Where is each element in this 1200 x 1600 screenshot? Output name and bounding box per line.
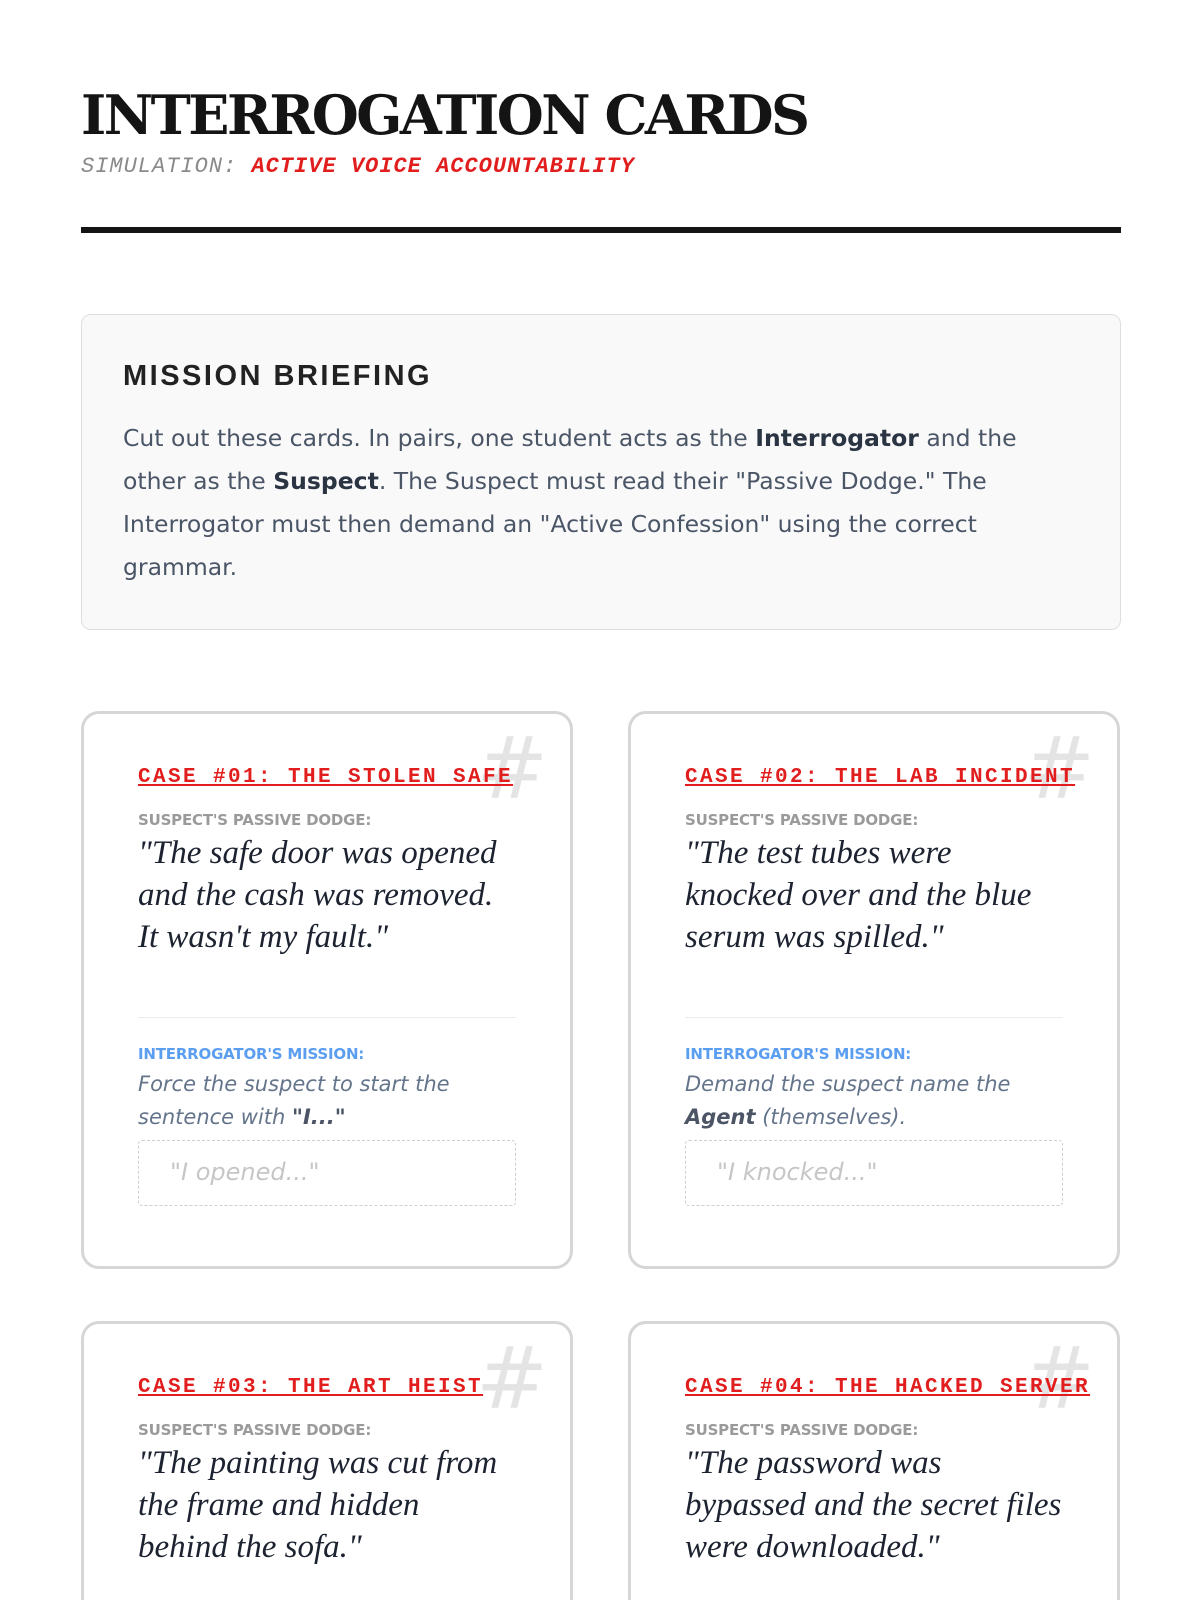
passive-dodge-text: "The painting was cut from the frame and hidden behind the sofa." xyxy=(138,1445,498,1565)
briefing-suspect: Suspect xyxy=(273,467,379,495)
case-card-02 xyxy=(628,711,1120,1269)
case-title: CASE #01: THE STOLEN SAFE xyxy=(138,766,514,789)
passive-dodge-text: "The password was bypassed and the secret files were downloaded." xyxy=(685,1445,1062,1565)
case-title: CASE #02: THE LAB INCIDENT xyxy=(685,766,1076,789)
mission-text xyxy=(138,1068,516,1134)
passive-dodge-text: "The test tubes were knocked over and the blue serum was spilled." xyxy=(685,835,1032,955)
passive-dodge-label: SUSPECT'S PASSIVE DODGE: xyxy=(138,1421,372,1439)
subtitle-value: ACTIVE VOICE ACCOUNTABILITY xyxy=(251,154,635,179)
briefing-text-part: and the other as the xyxy=(123,424,1017,495)
briefing-text-part: Cut out these cards. In pairs, one student acts as the xyxy=(123,424,756,452)
case-card-04 xyxy=(628,1321,1120,1600)
case-card-01 xyxy=(81,711,573,1269)
card-divider xyxy=(138,1017,516,1018)
mission-block xyxy=(685,1044,1063,1134)
mission-label: INTERROGATOR'S MISSION: xyxy=(685,1045,912,1063)
mission-block xyxy=(138,1044,516,1134)
briefing-interrogator: Interrogator xyxy=(755,424,919,452)
mission-text-part: Force the suspect to start the sentence with xyxy=(138,1072,450,1129)
hash-icon: # xyxy=(475,719,548,819)
briefing-heading: MISSION BRIEFING xyxy=(123,360,433,392)
mission-text-part: (themselves). xyxy=(755,1105,907,1129)
hash-icon: # xyxy=(475,1329,548,1429)
hash-icon: # xyxy=(1022,719,1095,819)
briefing-text xyxy=(123,417,1079,589)
hash-icon: # xyxy=(1022,1329,1095,1429)
page-header xyxy=(81,84,1121,179)
answer-field[interactable]: "I opened..." xyxy=(138,1140,516,1206)
header-divider xyxy=(81,227,1121,233)
subtitle-label: SIMULATION: xyxy=(81,154,238,179)
case-card-03 xyxy=(81,1321,573,1600)
mission-text-part: Demand the suspect name the xyxy=(685,1072,1011,1096)
case-title: CASE #04: THE HACKED SERVER xyxy=(685,1376,1091,1399)
mission-label: INTERROGATOR'S MISSION: xyxy=(138,1045,365,1063)
mission-briefing xyxy=(81,314,1121,630)
answer-field[interactable]: "I knocked..." xyxy=(685,1140,1063,1206)
passive-dodge-label: SUSPECT'S PASSIVE DODGE: xyxy=(685,811,919,829)
passive-dodge-text: "The safe door was opened and the cash was removed. It wasn't my fault." xyxy=(138,835,497,955)
card-divider xyxy=(685,1017,1063,1018)
case-title: CASE #03: THE ART HEIST xyxy=(138,1376,484,1399)
passive-dodge-label: SUSPECT'S PASSIVE DODGE: xyxy=(138,811,372,829)
page-title: INTERROGATION CARDS xyxy=(81,83,808,147)
passive-dodge-label: SUSPECT'S PASSIVE DODGE: xyxy=(685,1421,919,1439)
mission-text xyxy=(685,1068,1063,1134)
mission-keyword: "I..." xyxy=(292,1105,346,1129)
page-subtitle xyxy=(81,154,1121,179)
mission-keyword: Agent xyxy=(685,1105,756,1129)
briefing-text-part: . The Suspect must read their "Passive Dodge." The Interrogator must then demand an "Active Confession" using the correct grammar. xyxy=(123,467,987,581)
